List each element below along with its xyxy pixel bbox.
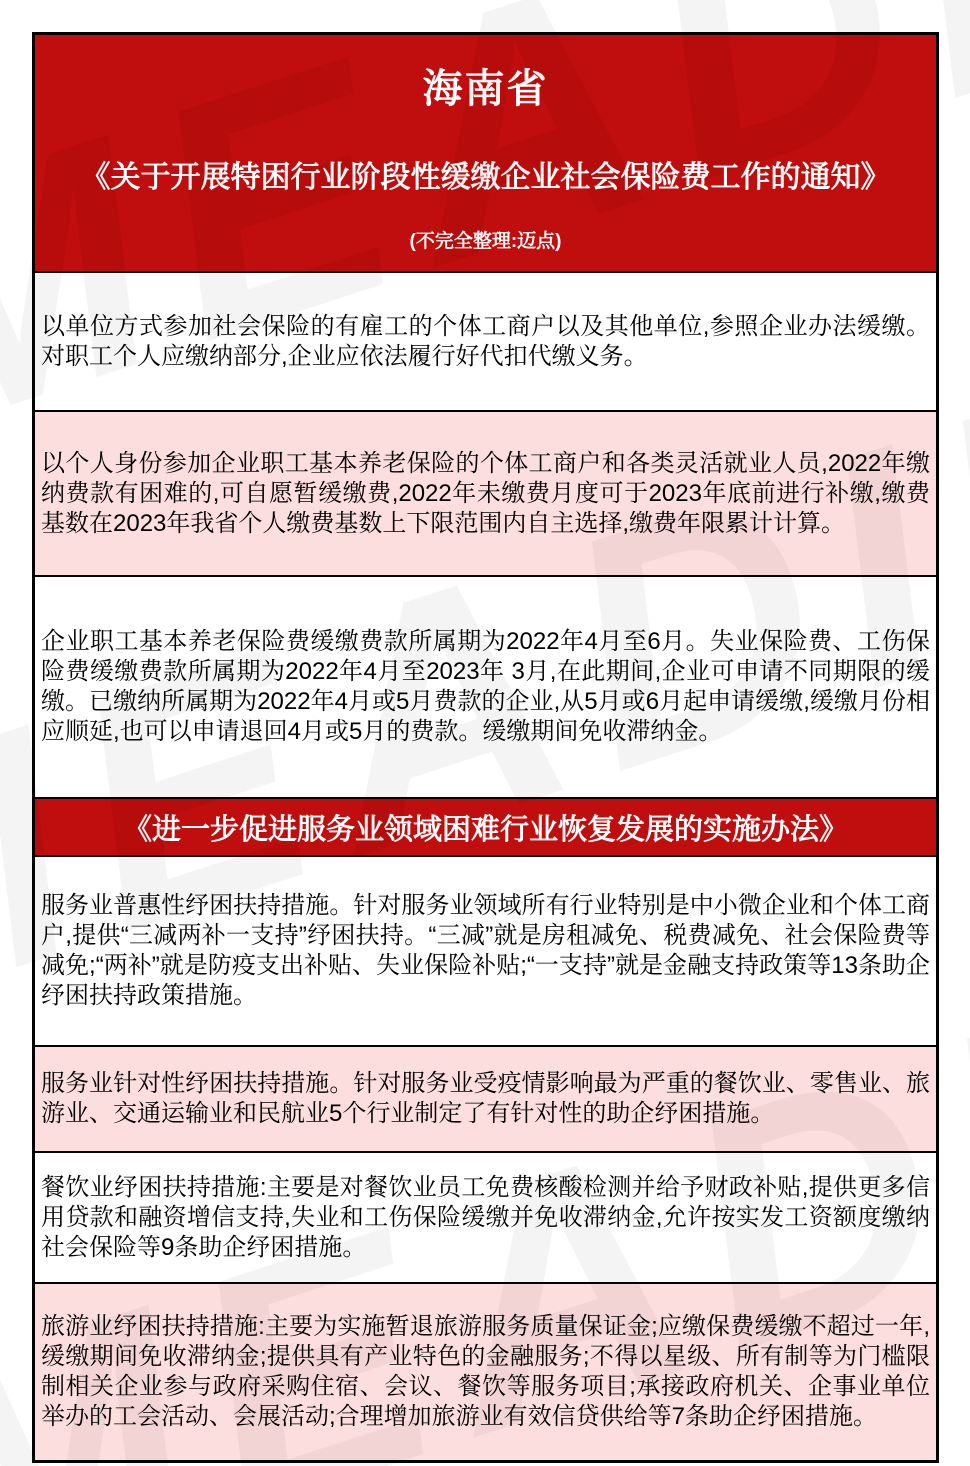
paragraph-text: 旅游业纾困扶持措施:主要为实施暂退旅游服务质量保证金;应缴保费缓缴不超过一年,缓缴期间免收滞纳金;提供具有产业特色的金融服务;不得以星级、所有制等为门槛限制相关企业参与政府采购住宿、会议、餐饮等服务项目;承接政府机关、企事业单位举办的工会活动、会展活动;合理增加旅游业有效信贷供给等7条助企纾困措施。 [41, 1313, 930, 1430]
paragraph-targeted-relief-measures [35, 1045, 936, 1151]
section-banner-title: 《进一步促进服务业领域困难行业恢复发展的实施办法》 [122, 813, 848, 846]
paragraph-deferral-periods [35, 575, 936, 797]
paragraph-unit-participation [35, 271, 936, 410]
province-title: 海南省 [422, 67, 549, 111]
document-title: 《关于开展特困行业阶段性缓缴企业社会保险费工作的通知》 [80, 161, 891, 194]
paragraph-text: 服务业针对性纾困扶持措施。针对服务业受疫情影响最为严重的餐饮业、零售业、旅游业、交通运输业和民航业5个行业制定了有针对性的助企纾困措施。 [41, 1070, 930, 1127]
paragraph-text: 企业职工基本养老保险费缓缴费款所属期为2022年4月至6月。失业保险费、工伤保险费缓缴费款所属期为2022年4月至2023年 3月,在此期间,企业可申请不同期限的缓缴。已缴纳所属期为2022年4月或5月费款的企业,从5月或6月起申请缓缴,缓缴月份相应顺延,也可以申请退回4月或5月的费款。缓缴期间免收滞纳金。 [41, 628, 930, 745]
paragraph-text: 餐饮业纾困扶持措施:主要是对餐饮业员工免费核酸检测并给予财政补贴,提供更多信用贷款和融资增信支持,失业和工伤保险缓缴并免收滞纳金,允许按实发工资额度缴纳社会保险等9条助企纾困措施。 [41, 1173, 930, 1261]
source-note: (不完全整理:迈点) [409, 231, 562, 252]
paragraph-text: 以个人身份参加企业职工基本养老保险的个体工商户和各类灵活就业人员,2022年缴纳费款有困难的,可自愿暂缓缴费,2022年未缴费月度可于2023年底前进行补缴,缴费基数在2023年我省个人缴费基数上下限范围内自主选择,缴费年限累计计算。 [41, 449, 930, 537]
paragraph-text: 以单位方式参加社会保险的有雇工的个体工商户以及其他单位,参照企业办法缓缴。对职工个人应缴纳部分,企业应依法履行好代扣代缴义务。 [41, 312, 930, 370]
paragraph-catering-relief-measures [35, 1151, 936, 1282]
paragraph-text: 服务业普惠性纾困扶持措施。针对服务业领域所有行业特别是中小微企业和个体工商户,提供“三减两补一支持”纾困扶持。“三减”就是房租减免、税费减免、社会保险费等减免;“两补”就是防疫支出补贴、失业保险补贴;“一支持”就是金融支持政策等13条助企纾困扶持政策措施。 [41, 892, 930, 1009]
policy-notice-panel [32, 32, 939, 1463]
paragraph-tourism-relief-measures [35, 1282, 936, 1460]
section-banner-services-measures [35, 797, 936, 855]
header-banner [35, 35, 936, 271]
paragraph-general-relief-measures [35, 855, 936, 1045]
paragraph-individual-participation [35, 410, 936, 575]
